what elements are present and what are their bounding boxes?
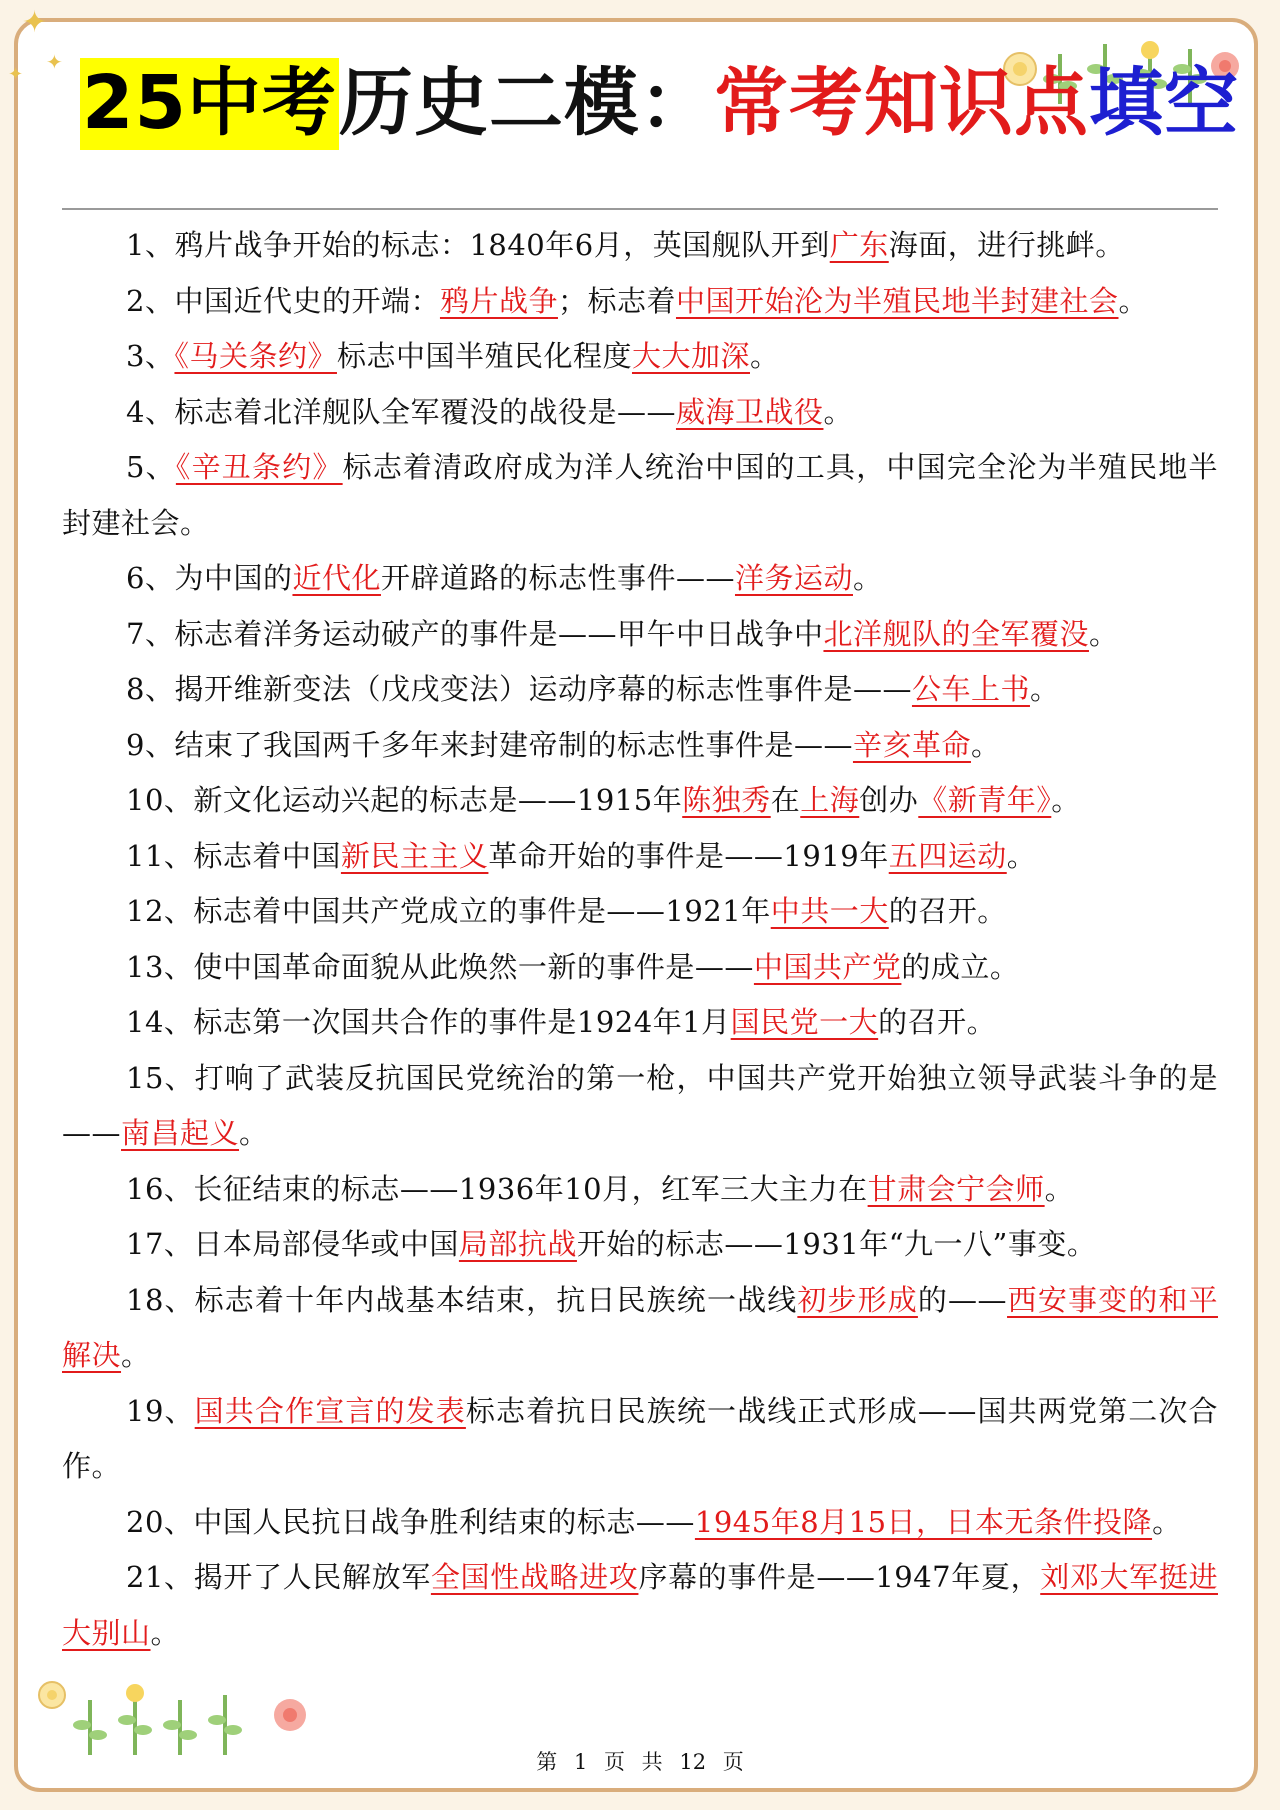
question-item bbox=[62, 551, 1218, 607]
sparkle-icon: ✦ bbox=[8, 64, 24, 85]
question-text: 20、中国人民抗日战争胜利结束的标志—— bbox=[126, 1504, 695, 1539]
question-text: 3、 bbox=[126, 339, 175, 373]
answer-blank: 全国性战略进攻 bbox=[430, 1560, 639, 1594]
question-text: 标志中国半殖民化程度 bbox=[336, 339, 632, 373]
question-text: 9、结束了我国两千多年来封建帝制的标志性事件是—— bbox=[126, 727, 853, 762]
answer-blank: 辛亥革命 bbox=[852, 727, 971, 762]
answer-blank: 上海 bbox=[800, 783, 860, 817]
question-item bbox=[62, 1273, 1218, 1384]
answer-blank: 大大加深 bbox=[631, 339, 750, 373]
question-text: 。 bbox=[1152, 1504, 1182, 1539]
question-text: 18、标志着十年内战基本结束，抗日民族统一战线 bbox=[126, 1282, 798, 1317]
question-text: 标志着清政府成为洋人统治中国的工具，中国完全沦为半殖民地半封建社会。 bbox=[62, 450, 1218, 540]
answer-blank: 近代化 bbox=[292, 561, 381, 595]
question-item bbox=[62, 662, 1218, 718]
answer-blank: 西安事变的和平解决 bbox=[62, 1282, 1218, 1372]
question-item bbox=[62, 1162, 1218, 1218]
question-text: 开辟道路的标志性事件—— bbox=[380, 561, 735, 595]
answer-blank: 公车上书 bbox=[911, 672, 1030, 706]
question-text: ；标志着 bbox=[557, 283, 676, 318]
question-text: 革命开始的事件是——1919年 bbox=[488, 838, 889, 873]
answer-blank: 国民党一大 bbox=[730, 1005, 879, 1039]
question-item bbox=[62, 773, 1218, 829]
question-text: 。 bbox=[970, 727, 1001, 762]
answer-blank: 鸦片战争 bbox=[439, 283, 558, 318]
question-item bbox=[62, 1495, 1218, 1551]
question-text: 8、揭开维新变法（戊戌变法）运动序幕的标志性事件是—— bbox=[126, 672, 912, 706]
question-item bbox=[62, 329, 1218, 385]
answer-blank: 1945年8月15日，日本无条件投降 bbox=[694, 1504, 1153, 1539]
answer-blank: 局部抗战 bbox=[458, 1227, 577, 1261]
question-item bbox=[62, 274, 1218, 330]
answer-blank: 中国开始沦为半殖民地半封建社会 bbox=[675, 283, 1119, 318]
question-text: 的—— bbox=[917, 1282, 1008, 1317]
sparkle-icon: ✦ bbox=[22, 5, 48, 40]
question-text: 6、为中国的 bbox=[126, 561, 293, 595]
question-item bbox=[62, 607, 1218, 663]
question-item bbox=[62, 1051, 1218, 1162]
question-text: 的召开。 bbox=[878, 1005, 997, 1039]
question-text: 在 bbox=[770, 783, 801, 817]
question-item bbox=[62, 718, 1218, 774]
question-text: 。 bbox=[1051, 783, 1081, 817]
question-item bbox=[62, 1384, 1218, 1495]
question-item bbox=[62, 385, 1218, 441]
question-text: 17、日本局部侵华或中国 bbox=[126, 1227, 459, 1261]
question-item bbox=[62, 940, 1218, 996]
question-text: 。 bbox=[750, 339, 780, 373]
answer-blank: 初步形成 bbox=[797, 1282, 918, 1317]
answer-blank: 南昌起义 bbox=[121, 1116, 240, 1150]
question-text: 10、新文化运动兴起的标志是——1915年 bbox=[126, 783, 683, 817]
answer-blank: 北洋舰队的全军覆没 bbox=[823, 616, 1089, 651]
question-text: 。 bbox=[1029, 672, 1060, 706]
answer-blank: 中共一大 bbox=[770, 894, 889, 928]
question-text: 海面，进行挑衅。 bbox=[888, 228, 1125, 262]
question-text: 。 bbox=[1118, 283, 1149, 318]
answer-blank: 《马关条约》 bbox=[174, 339, 337, 373]
question-item bbox=[62, 218, 1218, 274]
question-text: 4、标志着北洋舰队全军覆没的战役是—— bbox=[126, 394, 676, 429]
question-text: 标志着抗日民族统一战线正式形成——国共两党第二次合作。 bbox=[62, 1393, 1218, 1483]
title-highlight: 25中考 bbox=[80, 58, 339, 150]
answer-blank: 《新青年》 bbox=[918, 783, 1052, 817]
question-text: 7、标志着洋务运动破产的事件是——甲午中日战争中 bbox=[126, 616, 824, 651]
answer-blank: 《辛丑条约》 bbox=[175, 450, 343, 484]
question-text: 序幕的事件是——1947年夏， bbox=[638, 1560, 1041, 1594]
question-text: 12、标志着中国共产党成立的事件是——1921年 bbox=[126, 894, 771, 928]
question-text: 。 bbox=[1006, 838, 1037, 873]
answer-blank: 刘邓大军挺进大别山 bbox=[62, 1560, 1218, 1650]
question-item bbox=[62, 884, 1218, 940]
question-text: 2、中国近代史的开端： bbox=[126, 283, 440, 318]
question-text: 1、鸦片战争开始的标志：1840年6月，英国舰队开到 bbox=[126, 228, 830, 262]
answer-blank: 威海卫战役 bbox=[675, 394, 824, 429]
answer-blank: 中国共产党 bbox=[753, 949, 902, 984]
answer-blank: 洋务运动 bbox=[734, 561, 853, 595]
question-text: 。 bbox=[239, 1116, 269, 1150]
title-blue: 填空 bbox=[1088, 60, 1239, 146]
question-text: 13、使中国革命面貌从此焕然一新的事件是—— bbox=[126, 949, 754, 984]
question-item bbox=[62, 995, 1218, 1051]
question-text: 15、打响了武装反抗国民党统治的第一枪，中国共产党开始独立领导武装斗争的是—— bbox=[62, 1060, 1218, 1150]
answer-blank: 广东 bbox=[829, 228, 889, 262]
answer-blank: 陈独秀 bbox=[682, 783, 771, 817]
question-item bbox=[62, 1217, 1218, 1273]
question-text: 。 bbox=[150, 1615, 181, 1650]
answer-blank: 甘肃会宁会师 bbox=[867, 1171, 1045, 1206]
question-text: 。 bbox=[1088, 616, 1119, 651]
question-text: 14、标志第一次国共合作的事件是1924年1月 bbox=[126, 1005, 731, 1039]
question-text: 。 bbox=[1044, 1171, 1075, 1206]
answer-blank: 新民主主义 bbox=[340, 838, 489, 873]
question-text: 21、揭开了人民解放军 bbox=[126, 1560, 431, 1594]
page-footer: 第 1 页 共 12 页 bbox=[536, 1750, 744, 1774]
question-text: 11、标志着中国 bbox=[126, 838, 341, 873]
question-text: 的成立。 bbox=[901, 949, 1020, 984]
question-text: 19、 bbox=[126, 1393, 195, 1428]
answer-blank: 国共合作宣言的发表 bbox=[194, 1393, 466, 1428]
question-list bbox=[62, 218, 1218, 1661]
question-text: 创办 bbox=[859, 783, 919, 817]
question-text: 的召开。 bbox=[888, 894, 1007, 928]
question-text: 16、长征结束的标志——1936年10月，红军三大主力在 bbox=[126, 1171, 868, 1206]
page-title bbox=[80, 62, 1239, 145]
question-text: 开始的标志——1931年“九一八”事变。 bbox=[576, 1227, 1097, 1261]
question-text: 5、 bbox=[126, 450, 176, 484]
question-text: 。 bbox=[121, 1338, 151, 1372]
answer-blank: 五四运动 bbox=[888, 838, 1007, 873]
question-item bbox=[62, 1550, 1218, 1661]
question-item bbox=[62, 829, 1218, 885]
question-text: 。 bbox=[853, 561, 883, 595]
title-red: 常考知识点 bbox=[713, 60, 1089, 146]
question-item bbox=[62, 440, 1218, 551]
title-divider bbox=[62, 208, 1218, 210]
sparkle-icon: ✦ bbox=[46, 50, 63, 74]
question-text: 。 bbox=[823, 394, 853, 429]
title-main: 历史二模： bbox=[338, 60, 714, 146]
